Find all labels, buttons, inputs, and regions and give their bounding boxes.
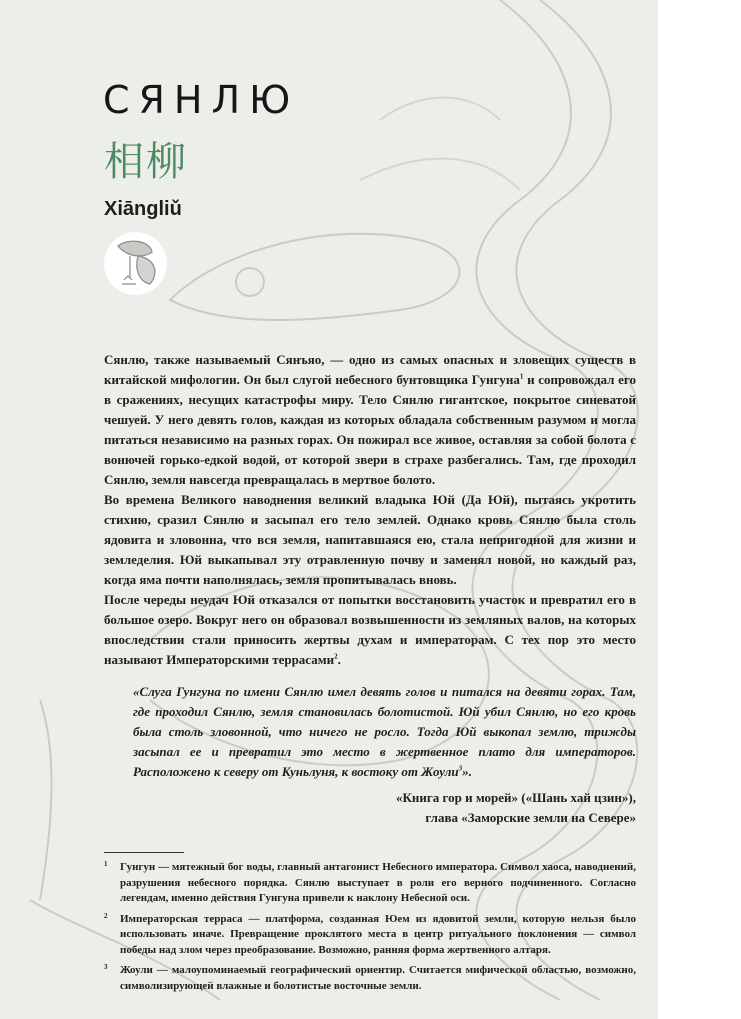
paragraph-text: . bbox=[337, 652, 341, 667]
quote-text: «Слуга Гунгуна по имени Сянлю имел девять голов и питался на девяти горах. Там, где проходил Сянлю, земля становилась болотистой. Юй убил Сянлю, но его кровь была столь зловонной, что ничего не росло. Тогда Юй выкопал землю, трижды засыпал ее и превратил это место в жертвенное плато для императоров. Расположено к северу от Куньлуня, к востоку от Жоули bbox=[133, 684, 636, 779]
source-line-1: «Книга гор и морей» («Шань хай цзин»), bbox=[395, 790, 636, 805]
paragraph-3 bbox=[104, 590, 636, 670]
quote-text: ». bbox=[462, 764, 472, 779]
source-line-2: глава «Заморские земли на Севере» bbox=[425, 810, 636, 825]
footnote-number: 2 bbox=[104, 911, 108, 920]
page-title: СЯНЛЮ bbox=[103, 78, 300, 122]
footnote-text: Гунгун — мятежный бог воды, главный антагонист Небесного императора. Символ хаоса, наводнений, разрушения небесного порядка. Сянлю выступает в роли его верного подчиненного. Согласно легендам, именно действия Гунгуна привели к наклону Небесной оси. bbox=[120, 861, 636, 904]
paragraph-2: Во времена Великого наводнения великий владыка Юй (Да Юй), пытаясь укротить стихию, сразил Сянлю и засыпал его тело землей. Однако кровь Сянлю была столь ядовита и зловонна, что вся земля, напитавшаяся ею, стала непригодной для жизни и земледелия. Юй выкапывал эту отравленную почву и заменял новой, но каждый раз, когда яма почти наполнялась, земля пропитывалась вновь. bbox=[104, 492, 636, 587]
footnote-text: Императорская терраса — платформа, созданная Юем из ядовитой земли, которую нельзя было использовать иначе. Превращение проклятого места в центр ритуального поклонения — символ победы над злом через преобразование. Возможно, ранняя форма жертвенного алтаря. bbox=[120, 912, 636, 956]
footnotes bbox=[104, 860, 636, 994]
footnote-divider bbox=[104, 852, 184, 853]
footnote-text: Жоули — малоупоминаемый географический ориентир. Считается мифической областью, возможно, символизирующей влажные и болотистые восточные земли. bbox=[120, 964, 636, 992]
footnote-ref-1[interactable]: 1 bbox=[519, 372, 524, 381]
footnote-number: 1 bbox=[104, 860, 108, 868]
paragraph-text: и сопровождал его в сражениях, несущих катастрофы миру. Тело Сянлю гигантское, покрытое синеватой чешуей. У него девять голов, каждая из которых обладала собственным разумом и могла питаться независимо на разных горах. Он пожирал все живое, оставляя за собой болота с вонючей горько-едкой водой, от которой звери в страхе разбегались. Там, где проходил Сянлю, земля навсегда превращалась в мертвое болото. bbox=[104, 372, 636, 487]
footnote-2 bbox=[104, 912, 636, 959]
epigraph-quote bbox=[133, 682, 636, 782]
footnote-1 bbox=[104, 860, 636, 907]
pinyin-name: Xiāngliǔ bbox=[104, 198, 182, 220]
quote-source bbox=[104, 788, 636, 828]
footnote-ref-3[interactable]: 3 bbox=[458, 764, 463, 773]
paragraph-text: После череды неудач Юй отказался от попытки восстановить участок и превратил его в большое озеро. Вокруг него он образовал возвышенности из земляных валов, на которых впоследствии стали приносить жертвы духам и императорам. С тех пор это место называют Императорскими террасами bbox=[104, 592, 636, 667]
article-body bbox=[104, 350, 636, 670]
footnote-ref-2[interactable]: 2 bbox=[334, 652, 338, 661]
chinese-name: 相柳 bbox=[104, 139, 188, 185]
footnote-3 bbox=[104, 963, 636, 994]
paragraph-1 bbox=[104, 350, 636, 490]
paragraph-text: Сянлю, также называемый Сянъяо, — одно из самых опасных и зловещих существ в китайской мифологии. Он был слугой небесного бунтовщика Гунгуна bbox=[104, 352, 636, 387]
content-flow bbox=[104, 0, 636, 1019]
footnote-number: 3 bbox=[104, 963, 108, 971]
